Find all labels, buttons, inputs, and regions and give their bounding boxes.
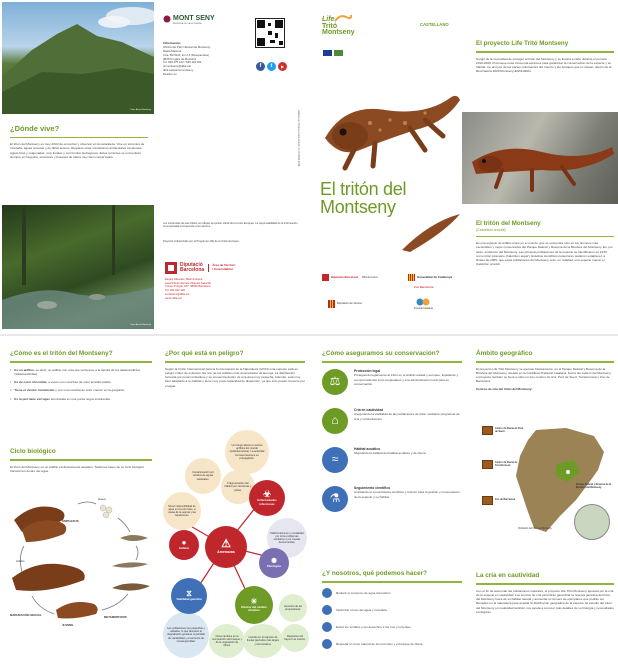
bullet-icon: •: [10, 387, 12, 393]
map-icon-zoo: [482, 496, 525, 505]
eu-flag-icon: [323, 50, 332, 56]
divider: [476, 361, 614, 362]
youtube-icon[interactable]: ▶: [278, 62, 287, 71]
action-item-text: Optimizar el uso del agua y reciclarla.: [336, 607, 388, 612]
diputacio-icon: [322, 274, 329, 281]
divider: [476, 51, 614, 52]
qr-code-icon: [255, 18, 285, 48]
ambito-title: Ámbito geográfico: [476, 350, 533, 357]
montseny-sub: RESERVA DE LA BIOSFERA: [173, 23, 202, 26]
divider: [322, 361, 462, 362]
conservation-item-text: Mejorando la calidad del hábitat acuático y de ribera.: [354, 451, 427, 456]
node-habitat: [169, 530, 199, 560]
larva-figure: [120, 535, 148, 541]
faucet-icon: [322, 588, 332, 598]
partner-zoo: Zoo Barcelona: [414, 285, 434, 289]
list-item-text: [14, 388, 124, 392]
list-item-rest: terminadas en una punta negra endurecida.: [49, 396, 111, 401]
newt-illustration: [315, 68, 463, 178]
castellano-label: CASTELLANO: [420, 22, 449, 27]
life-logo: [322, 12, 372, 37]
conservation-item-title: Protección legal: [354, 368, 381, 373]
conservation-item-text: Ampliando el conocimiento científico y técnico para la gestión y conservación de la especie y su hábitat.: [354, 490, 460, 499]
action-item-text: Evitar los vertidos y los desechos a los ríos y torrentes.: [336, 624, 412, 629]
photo-credit: Foto: Arxiu Montseny: [130, 109, 151, 112]
generalitat-icon: [408, 274, 415, 281]
area-line1: Àrea de Territori: [212, 263, 236, 268]
montseny-logo: [163, 14, 233, 26]
node-enfermedades: [249, 480, 285, 516]
note-lluvias: Cambio en el régimen de lluvias (periodos más largos y torrenciales).: [243, 624, 283, 658]
nosotros-list: [322, 588, 462, 649]
node-patologias: [259, 548, 289, 578]
social-icons: [256, 62, 287, 71]
conservation-item-body: [354, 369, 462, 395]
label-amplexus: AMPLEXUS: [62, 519, 79, 523]
eggs-figure: [100, 505, 112, 518]
asegurar-list: [322, 369, 462, 512]
conservation-item-body: [354, 408, 462, 434]
dondevive-title: ¿Dónde vive?: [10, 124, 60, 133]
landscape-photo: [2, 2, 154, 114]
triton-subtitle: (Calotriton arnoldi): [476, 228, 506, 233]
note-quitridio: Un hongo afecta a muchos anfibios del mundo (quitridiomicosis). La actividad humana favorece su propagación.: [225, 430, 269, 474]
como-es-section: [10, 350, 152, 405]
cover-title: [320, 180, 460, 216]
contents-note: Los contenidos de este folleto no reflejan la opinión oficial de la Unión Europea. La responsabilidad de la información así expresada corresponde a los autores.: [163, 222, 298, 229]
node-label: Hábitat: [179, 546, 189, 551]
cria-title: La cría en cautividad: [476, 572, 540, 579]
partner-generalitat: [408, 274, 458, 281]
list-item-bold: Es un anfibio,: [14, 367, 35, 372]
diba-line: Gerència de Serveis d'Espais Naturals: [165, 281, 211, 285]
list-item: [10, 397, 152, 401]
leaf-icon: [163, 15, 171, 23]
proyecto-section: [476, 40, 614, 73]
adult-figure: [12, 564, 85, 591]
partner-girona: [328, 300, 362, 308]
note-fragmentacion: Fragmentación del hábitat por carreteras y pistas.: [221, 470, 255, 504]
newt-tail-illustration: [400, 212, 462, 252]
list-item-rest: a veces con manchas de color amarillo pálido.: [47, 380, 112, 385]
peligro-title: ¿Por qué está en peligro?: [165, 350, 244, 357]
diputacio-logo: [165, 262, 235, 274]
proyecto-title: El proyecto Life Tritó Montseny: [476, 40, 569, 47]
bullet-icon: •: [10, 379, 12, 385]
breeding-center-icon: ⌂: [322, 408, 348, 434]
list-item-rest: y con una mancha de color marrón en la garganta.: [54, 388, 125, 393]
diba-contact: [165, 278, 285, 300]
recycle-icon: [322, 605, 332, 615]
twitter-icon[interactable]: t: [267, 62, 276, 71]
node-label: Efectos del cambio climático: [241, 604, 267, 612]
triton-text: Es una especie de anfibio único en el mundo, que se encuentra solo en los rincones más escondidos y mejor conservados del Parque Natural y Reserva de la Biosfera del Montseny. Es, por tanto, endémico del Montseny. Las primeras poblaciones de la especie se identificaron en 1979 como tritón pirenaico (Calotriton asper). Estudios científicos posteriores pudieron establecer, a finales de 2005, que estas poblaciones del Montseny eran, en realidad, una especie nueva: el Calotriton arnoldi.: [476, 241, 613, 267]
list-item-text: [14, 368, 152, 376]
funding-note: Proyecto cofinanciado por el Programa LIFE de la Unión Europea.: [163, 240, 240, 243]
ambito-section: [476, 350, 614, 391]
label-huevo: Huevo: [98, 497, 107, 501]
info-block: [163, 42, 253, 77]
note-bosque: Otros cambios en la composición del bosque y de la vegetación de ribera.: [209, 624, 245, 658]
diputacio-shield-icon: [165, 262, 177, 274]
map-label-poblacion: Población del tritón del Montseny: [518, 528, 552, 530]
map-icon-pont-suert: [482, 426, 525, 435]
amplexus-figure: [14, 507, 66, 543]
partner-diputacio: [322, 274, 358, 281]
center-amenazas: [205, 526, 247, 568]
node-label: Enfermedades infecciosas: [257, 498, 277, 506]
divider: [322, 581, 462, 582]
forestal-logo-icon: [416, 298, 430, 307]
diba-line: serviparcs@diba.cat: [165, 292, 190, 296]
divider: [10, 361, 152, 362]
action-item: [322, 622, 462, 632]
scales-icon: ⚖: [322, 369, 348, 395]
conservation-item: [322, 369, 462, 395]
center-label: Amenazas: [217, 550, 235, 555]
asegurar-section: [322, 350, 462, 525]
divider: [165, 361, 305, 362]
life-cycle-diagram: [8, 490, 154, 630]
area-line2: i Sostenibilitat: [212, 267, 233, 271]
como-es-title: ¿Cómo es el tritón del Montseny?: [10, 350, 113, 357]
conservation-item-title: Seguimiento científico: [354, 485, 391, 490]
facebook-icon[interactable]: f: [256, 62, 265, 71]
metamorphosis-figure: [112, 562, 150, 590]
girona-shield-icon: [328, 300, 335, 308]
no-waste-icon: [322, 622, 332, 632]
proyecto-text: Surgió de la necesidad de proteger al tritón del Montseny y se llevará a cabo durante el período 2016-2020. Promueve unas cincuenta acciones para garantizar la conservación de la especie y su hábitat, los arroyos de las partes culminantes del macizo y las bosques que lo rodean, dentro de la Red Natura 2000 Montseny-ES5110001.: [476, 56, 612, 74]
list-item: [10, 368, 152, 376]
list-item-bold: Es de color chocolate,: [14, 380, 48, 385]
montseny-word: Montseny: [322, 29, 355, 37]
cover-title-line2: Montseny: [320, 197, 396, 217]
diputacio-line2: Barcelona: [180, 267, 205, 273]
water-drop-icon: ●: [181, 538, 187, 548]
como-es-list: [10, 368, 152, 401]
newt-logo-icon: [334, 12, 352, 24]
catalonia-map: [476, 424, 614, 544]
conservation-item-body: [354, 486, 462, 512]
ciclo-title: Ciclo biológico: [10, 448, 56, 455]
map-icon-torreferrussa: [482, 460, 525, 469]
divider: [10, 137, 148, 138]
newt-photo: [462, 112, 618, 204]
peligro-text: Según la Unión Internacional para la Conservación de la Naturaleza (UICN) esta especie está en peligro crítico de extinción. Es uno de los anfibios más amenazados de Europa. La distribución formada por pocas individuos y se encuentra dentro de una área muy pequeña. Además, está muy bien adaptado a su hábitat y tiene muy poca capacidad de dispersión, ya que solo puede moverse por el agua.: [165, 366, 305, 388]
partner-label: Diputació Barcelona: [331, 274, 359, 279]
list-item-bold: Es la piel tiene verrugas: [14, 396, 50, 401]
conservation-item: [322, 486, 462, 512]
asegurar-title: ¿Cómo aseguramos su conservación?: [322, 350, 440, 357]
conservation-item-text: Asegurando la viabilidad de las poblaciones de tritón mediante programas de cría y reintroducción.: [354, 412, 460, 421]
nosotros-section: [322, 570, 462, 656]
label-juvenil: JUVENIL: [62, 623, 74, 627]
map-label-parque: Parque Natural y Reserva de la Biosfera del Montseny: [576, 483, 612, 489]
river-icon: [322, 639, 332, 649]
partner-label: Generalitat de Catalunya: [417, 274, 453, 279]
list-item-text: [14, 397, 110, 401]
divider: [476, 236, 614, 237]
conservation-item-body: [354, 447, 426, 473]
partner-biodiv: #Biodiversitat: [362, 276, 378, 279]
natura2000-icon: [334, 50, 343, 56]
cover-title-line1: El tritón del: [320, 179, 407, 199]
trito-word: Tritó: [322, 23, 338, 30]
list-item-bold: Tiene el vientre translúcido: [14, 388, 55, 393]
river-illustration: [2, 205, 154, 329]
note-sequia: Menor disponibilidad de agua en los torrentes, a causa de la sequía y las captaciones.: [163, 492, 201, 530]
warning-icon: ⚠: [221, 538, 231, 551]
map-label: Centro de Fauna de Pont de Suert: [495, 426, 524, 433]
info-line: lifetriton.eu: [163, 71, 177, 76]
node-label: Patologías: [266, 563, 282, 568]
partner-label: Forestal Catalana: [414, 307, 433, 310]
partner-label: Diputació de Girona: [337, 301, 362, 306]
triton-title: El tritón del Montseny: [476, 220, 541, 227]
info-line: Tel. 938 475 102 / 669 118 062: [163, 60, 202, 65]
mountain-illustration: [2, 2, 154, 114]
conservation-item: [322, 408, 462, 434]
diputacio-line1: Diputació: [180, 262, 203, 268]
germ-icon: ✺: [271, 557, 277, 565]
label-metamorfosis: METAMORFOSIS: [104, 615, 127, 619]
action-item-text: Reducir el consumo de agua doméstico.: [336, 590, 392, 595]
info-title: Información:: [163, 41, 182, 45]
diba-line: Tel. 934 022 428: [165, 289, 185, 293]
threats-diagram: [163, 418, 309, 658]
ciclo-text: El tritón del Montseny es un anfibio exclusivamente acuático. Todas las fases de su ciclo biológico transcurren dentro del agua.: [10, 464, 145, 474]
label-adulto: Adulto: [16, 559, 25, 563]
sheet-separator: [0, 334, 618, 336]
action-item: [322, 639, 462, 649]
label-maduracion: MADURACIÓN SEXUAL: [10, 613, 42, 617]
list-item: [10, 380, 152, 384]
building-icon: [482, 426, 493, 435]
bottom-sheet: [0, 338, 618, 664]
peligro-section: [165, 350, 305, 388]
montseny-brand: MONT SENY: [173, 15, 215, 22]
qr-icon: [256, 19, 284, 47]
bullet-icon: •: [10, 395, 12, 401]
action-item: [322, 588, 462, 598]
newt-on-rock-illustration: [462, 112, 618, 204]
note-haya: Regresión del haya en el macizo.: [281, 624, 309, 652]
info-line: Masia Mariona: [163, 48, 182, 53]
info-line: diba.cat/parcs/montseny: [163, 68, 194, 73]
conservation-item-title: Cría en cautividad: [354, 407, 384, 412]
bullet-icon: •: [10, 366, 12, 372]
dna-icon: ⧖: [186, 589, 192, 599]
photo-credit: Foto: Arxiu Montseny: [130, 324, 151, 327]
note-malformaciones: Malformaciones y mortalidad por otros problemas sanitarios o por causas desconocidas.: [267, 518, 307, 558]
node-viabilidad: [171, 578, 207, 614]
action-item-text: Respetar el curso natural de los torrentes y el bosque de ribera.: [336, 641, 424, 646]
dondevive-text: El tritón del Montseny es muy difícil de encontrar y observar en la naturaleza. Vive en torrentes de montaña, aguas remotas y de difícil acceso. Requiere unas condiciones ambientales excelentes: aguas frías y oxigenadas, muy limpias y con fondos pedregosos. Estos torrentes se encuentran siempre en hayedos, encinares y bosques de ribera muy bien conservados.: [10, 142, 145, 159]
spine-text: Gabinet de Premsa i Comunicació. DL B 00000-2018: [297, 110, 300, 167]
biohazard-icon: ☣: [262, 489, 272, 500]
conservation-item-text: Protegiendo legalmente al tritón en el ámbito estatal y europeo, legislando y comprometiendo a los propietarios y a la administración local para su conservación.: [354, 373, 459, 386]
node-cambio-climatico: [235, 586, 273, 624]
note-temperaturas: Aumento de las temperaturas.: [279, 594, 307, 622]
cria-section: [476, 572, 614, 614]
divider: [10, 459, 152, 460]
cria-text: Con el fin de aumentar las poblaciones naturales, el proyecto Life Tritó Montseny apuesta por la cría de la especie en cautividad. Los centros de cría permitirán garantizar la reserva genética del tritón del Montseny fuera de su hábitat natural y aumentar el número de ejemplares que podrán ser liberados en la naturaleza para ampliar la distribución geográfica de la especie. El estudio del tritón del Montseny en cautividad también nos ayuda a conocer más detalles de su biología y necesidades ecológicas.: [476, 588, 614, 614]
eu-logos: [323, 50, 343, 56]
water-icon: ≈: [322, 447, 348, 473]
conservation-item-title: Hábitat acuático: [354, 446, 381, 451]
ambito-text: El proyecto Life Tritó Montseny se ejecuta, básicamente, en el Parque Natural y Reserva de la Biosfera del Montseny, situado en la Cordillera Prelitoral Catalana. Fuera del macizo del Montseny, el proyecto también se lleva a cabo en tres centros de cría: Pont de Suert, Torreferrussa y Zoo de Barcelona.: [476, 366, 612, 384]
info-lines: [163, 46, 253, 77]
action-item: [322, 605, 462, 615]
note-contaminacion: Contaminación por vertidos de aguas residuales.: [185, 458, 221, 494]
partner-logos: [322, 270, 462, 320]
diba-line: parcs.diba.cat: [165, 296, 182, 300]
list-item-rest: es decir, un anfibio con cola que pertenece a la familia de los salamándridos (Salamandridae).: [14, 367, 141, 377]
diba-line: Comte d'Urgell, 187. 08036 Barcelona: [165, 285, 211, 289]
microscope-icon: ⚗: [322, 486, 348, 512]
nosotros-title: ¿Y nosotros, qué podemos hacer?: [322, 570, 427, 577]
node-label: Viabilidad genética: [176, 597, 202, 602]
info-line: Oficina del Parc Natural del Montseny.: [163, 44, 211, 49]
juvenile-figure: [56, 602, 98, 619]
diba-line: Espais Naturals i Medi Ambient: [165, 278, 203, 281]
building-icon: [482, 460, 493, 469]
river-photo: [2, 205, 154, 329]
life-word: Life: [322, 15, 335, 23]
note-genetica: Las poblaciones son pequeñas y aisladas, lo que favorece la degradación genética, la pérdida de variabilidad y el aumento de consanguinidad.: [163, 612, 209, 658]
list-item: [10, 388, 152, 392]
dondevive-section: [10, 124, 148, 159]
map-label: Centro de Fauna de Torreferrussa: [495, 460, 518, 467]
ciclo-section: [10, 448, 152, 473]
divider: [476, 583, 614, 584]
map-zoom-circle: [574, 504, 610, 540]
thermometer-icon: ☀: [250, 596, 258, 606]
map-label: Zoo de Barcelona: [495, 498, 516, 502]
info-line: Ctra. BV-5114, km 2,5 (Mosqueroles): [163, 52, 209, 57]
map-title: Centros de cría del tritón del Montseny:: [476, 386, 533, 391]
list-item-text: [14, 380, 111, 384]
info-line: 08470 Fogars de Montclús: [163, 56, 197, 61]
building-icon: [482, 496, 493, 505]
info-line: pnmontseny@diba.cat: [163, 64, 191, 69]
partner-forestal: [414, 298, 433, 310]
triton-section: [476, 220, 614, 266]
conservation-item: [322, 447, 462, 473]
